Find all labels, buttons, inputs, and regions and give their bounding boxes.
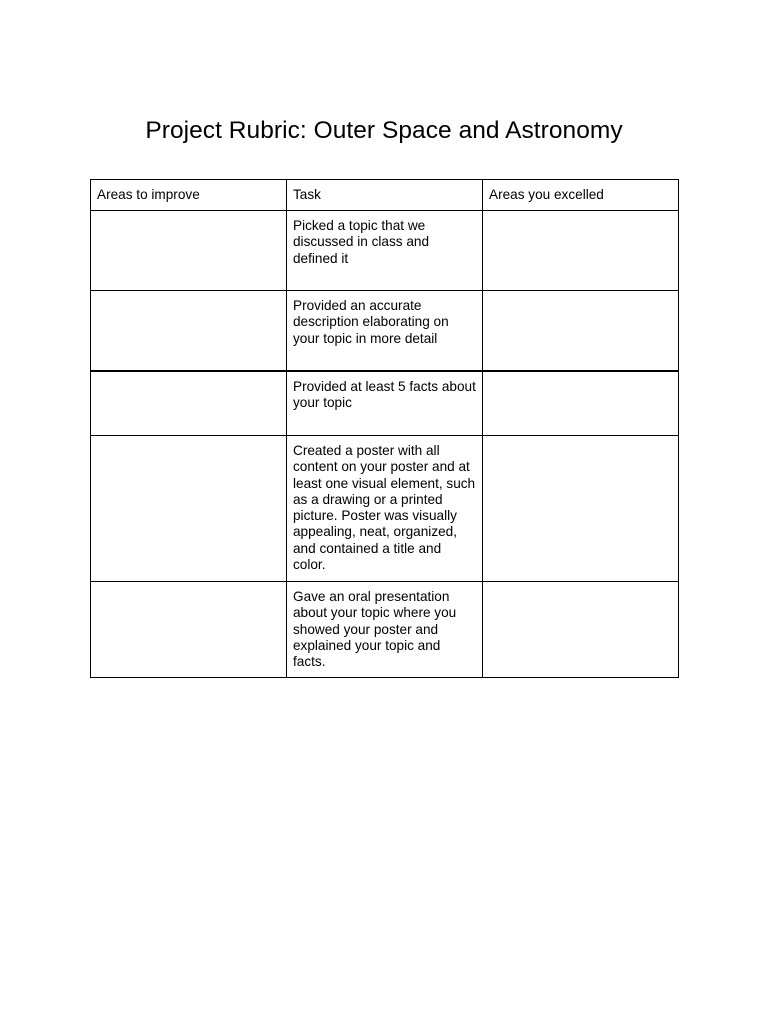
table-row xyxy=(91,371,679,436)
table-row xyxy=(91,436,679,582)
task-cell: Picked a topic that we discussed in class and defined it xyxy=(287,211,483,291)
excelled-cell xyxy=(483,371,679,436)
table-row xyxy=(91,582,679,678)
header-row xyxy=(91,180,679,211)
page-title: Project Rubric: Outer Space and Astronomy xyxy=(145,117,623,144)
excelled-cell xyxy=(483,436,679,582)
header-areas-to-improve: Areas to improve xyxy=(91,180,287,211)
rubric-body xyxy=(91,211,679,678)
table-row xyxy=(91,291,679,372)
excelled-cell xyxy=(483,291,679,372)
header-areas-you-excelled: Areas you excelled xyxy=(483,180,679,211)
rubric-header xyxy=(91,180,679,211)
excelled-cell xyxy=(483,211,679,291)
task-cell: Provided at least 5 facts about your topic xyxy=(287,371,483,436)
improve-cell xyxy=(91,436,287,582)
task-cell: Gave an oral presentation about your topic where you showed your poster and explained your topic and facts. xyxy=(287,582,483,678)
rubric-table xyxy=(90,179,679,678)
excelled-cell xyxy=(483,582,679,678)
task-cell: Provided an accurate description elaborating on your topic in more detail xyxy=(287,291,483,372)
improve-cell xyxy=(91,291,287,372)
task-cell: Created a poster with all content on your poster and at least one visual element, such as a drawing or a printed picture. Poster was visually appealing, neat, organized, and contained a title and color. xyxy=(287,436,483,582)
table-row xyxy=(91,211,679,291)
improve-cell xyxy=(91,371,287,436)
improve-cell xyxy=(91,582,287,678)
header-task: Task xyxy=(287,180,483,211)
improve-cell xyxy=(91,211,287,291)
